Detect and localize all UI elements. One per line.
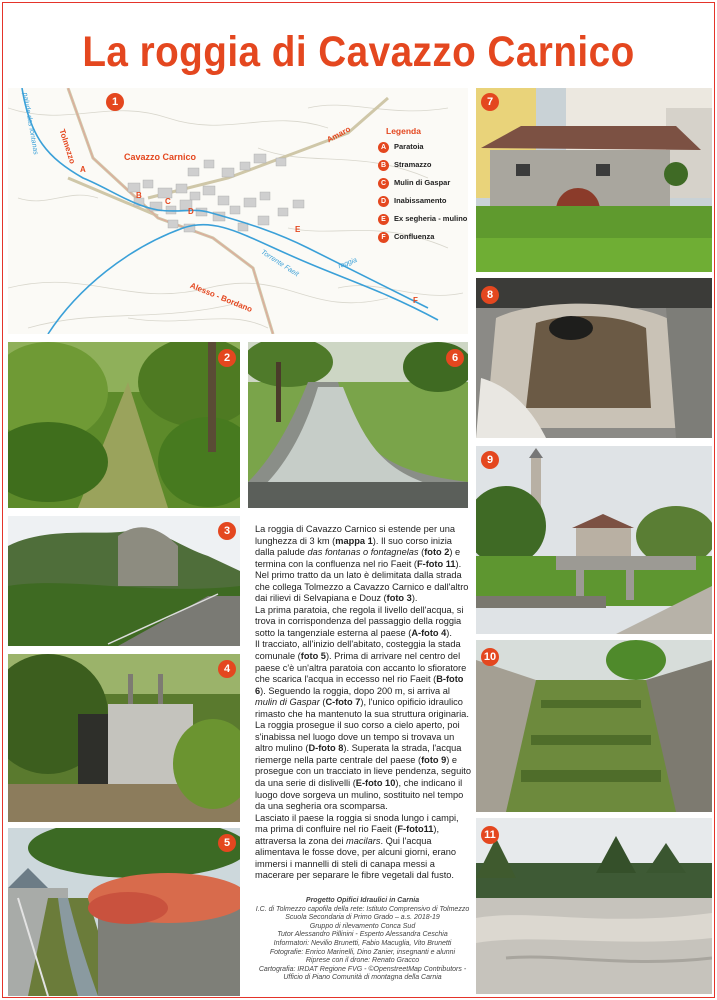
text-run: Lasciato il paese la roggia si snoda lungo i campi, ma prima di confluire nel rio Faeit ( xyxy=(255,812,459,835)
poster-title: La roggia di Cavazzo Carnico xyxy=(82,28,635,76)
credits-project: Progetto Opifici Idraulici in Carnia xyxy=(305,897,420,904)
legend-label: Mulin di Gaspar xyxy=(394,178,451,187)
text-run: Nel primo tratto da un lato è delimitata dalla strada che collega Tolmezzo a Cavazzo Carnico e dall'altro dai rilievi di Selvapiana e Douz ( xyxy=(255,570,469,604)
photo-10-dislivelli xyxy=(476,640,712,812)
legend-item xyxy=(378,160,468,171)
photo-number-1: 1 xyxy=(106,93,124,111)
text-run: ). xyxy=(455,558,462,569)
photo-number-6: 6 xyxy=(446,349,464,367)
legend-item xyxy=(378,232,468,243)
text-run: ) e termina con la confluenza nel rio Faeit ( xyxy=(255,547,461,569)
photo-11-confluenza xyxy=(476,818,712,994)
paragraph xyxy=(255,720,471,812)
text-run: ( xyxy=(319,697,326,708)
photo-number-7: 7 xyxy=(481,93,499,111)
paragraph xyxy=(255,605,471,640)
text-run: La prima paratoia, che regola il livello dell'acqua, si trova in corrispondenza del passaggio della roggia sotto la tangenziale esterna al paese ( xyxy=(255,604,464,638)
credits-line: Fotografie: Enrico Marinelli, Dino Zanier, insegnanti e alunni xyxy=(269,948,456,956)
paragraph xyxy=(255,639,471,720)
photo-number-10: 10 xyxy=(481,648,499,666)
text-ref: foto 3 xyxy=(386,593,412,604)
credits-block xyxy=(240,897,485,983)
map-label-palude: palude das fontanas xyxy=(21,92,39,156)
text-run: ) e prosegue con un tracciato in lieve pendenza, seguito da una serie di dislivelli ( xyxy=(255,754,471,789)
description-text xyxy=(255,524,471,882)
photo-9-centro-paese xyxy=(476,446,712,634)
legend-letter-badge: D xyxy=(378,196,389,207)
photo-8-inabissamento xyxy=(476,278,712,438)
map-point-b: B xyxy=(136,191,142,200)
map-label-roggia: roggia xyxy=(337,256,359,271)
text-ref: mappa 1 xyxy=(335,535,373,546)
credits-line: Gruppo di rilevamento Conca Sud xyxy=(309,922,416,930)
photo-number-11: 11 xyxy=(481,826,499,844)
photo-5-strada-comunale xyxy=(8,828,240,996)
legend-label: Ex segheria - mulino xyxy=(394,214,468,223)
legend-label: Confluenza xyxy=(394,232,435,241)
legend-letter-badge: E xyxy=(378,214,389,225)
text-run: ), che indicano il luogo dove sorgeva un mulino, sostituito nel tempo da una segheria ora scomparsa. xyxy=(255,778,464,812)
map-point-e: E xyxy=(295,225,301,234)
legend-label: Inabissamento xyxy=(394,196,447,205)
credits-line: I.C. di Tolmezzo capofila della rete: Istituto Comprensivo di Tolmezzo xyxy=(255,905,470,913)
photo-number-5: 5 xyxy=(218,834,236,852)
legend-letter-badge: F xyxy=(378,232,389,243)
credits-line: Riprese con il drone: Renato Gracco xyxy=(305,957,420,965)
text-run: ), l'unico opificio idraulico rimasto che ha mantenuto la sua struttura originaria. xyxy=(255,697,469,719)
legend-item xyxy=(378,214,468,225)
map-label-tolmezzo: Tolmezzo xyxy=(57,128,78,165)
text-ref: C-foto 7 xyxy=(325,697,361,708)
legend-label: Stramazzo xyxy=(394,160,432,169)
map-label-torrente: Torrente Faeit xyxy=(259,248,300,279)
credits-line: Scuola Secondaria di Primo Grado – a.s. 2018-19 xyxy=(285,914,440,922)
text-run: La roggia di Cavazzo Carnico si estende per una lunghezza di 3 km ( xyxy=(255,524,456,546)
legend-title: Legenda xyxy=(386,126,421,136)
legend-letter-badge: A xyxy=(378,142,389,153)
text-run: ). Seguendo la roggia, dopo 200 m, si arriva al xyxy=(260,685,450,696)
photo-6-sfioratore xyxy=(248,342,468,508)
map-label-amaro: Amaro xyxy=(325,124,352,145)
photo-3-strada-rilievi xyxy=(8,516,240,646)
photo-number-4: 4 xyxy=(218,660,236,678)
map-label-town: Cavazzo Carnico xyxy=(124,152,197,162)
credits-line: Informatori: Nevilio Brunetti, Fabio Macuglia, Vito Brunetti xyxy=(273,939,452,947)
map-point-d: D xyxy=(188,207,194,216)
text-run: ). Il suo corso inizia dalla palude xyxy=(255,535,452,558)
photo-number-8: 8 xyxy=(481,286,499,304)
photo-7-mulin-di-gaspar xyxy=(476,88,712,272)
credits-line: Tutor Alessandro Pillinini - Esperto Alessandra Ceschia xyxy=(277,931,448,939)
map-label-alesso: Alesso - Bordano xyxy=(188,280,254,315)
text-run: ). xyxy=(411,593,418,604)
text-ref: F-foto11 xyxy=(397,824,434,835)
map-point-a: A xyxy=(80,165,86,174)
map-point-f: F xyxy=(413,296,418,305)
text-italic: macilars xyxy=(346,835,381,846)
paragraph xyxy=(255,524,471,570)
text-ref: foto 9 xyxy=(421,754,447,765)
text-italic: das fontanas o fontagnelas xyxy=(307,547,419,558)
photo-4-paratoia xyxy=(8,654,240,822)
photo-number-2: 2 xyxy=(218,349,236,367)
photo-2-palude xyxy=(8,342,240,508)
legend-item xyxy=(378,178,468,189)
legend-label: Paratoia xyxy=(394,142,424,151)
legend-letter-badge: C xyxy=(378,178,389,189)
text-ref: A-foto 4 xyxy=(411,627,447,638)
text-ref: foto 2 xyxy=(424,547,450,558)
text-ref: F-foto 11 xyxy=(416,558,456,569)
photo-number-3: 3 xyxy=(218,522,236,540)
paragraph xyxy=(255,570,471,605)
text-italic: mulin di Gaspar xyxy=(255,697,320,708)
text-run: ), attraversa la zona dei xyxy=(255,824,440,846)
text-ref: D-foto 8 xyxy=(308,743,344,754)
legend-letter-badge: B xyxy=(378,160,389,171)
map-legend xyxy=(378,126,468,250)
text-ref: B-foto 6 xyxy=(255,674,464,696)
paragraph xyxy=(255,813,471,882)
legend-item xyxy=(378,196,468,207)
text-run: ). Prima di arrivare nel centro del paese c'è un'altra paratoia con accanto lo sfioratore che scarica l'acqua in eccesso nel rio Faeit ( xyxy=(255,651,467,685)
map-point-c: C xyxy=(165,197,171,206)
text-run: La roggia prosegue il suo corso a cielo aperto, poi s'inabissa nel luogo dove un tempo si trovava un altro mulino ( xyxy=(255,720,460,754)
text-ref: E-foto 10 xyxy=(355,778,396,789)
text-run: Il tracciato, all'inizio dell'abitato, costeggia la stada comunale ( xyxy=(255,639,461,662)
credits-line: Cartografia: IRDAT Regione FVG - ©OpenstreetMap Contributors - xyxy=(258,965,467,973)
text-run: ( xyxy=(418,547,425,558)
text-ref: foto 5 xyxy=(300,651,326,662)
text-run: . Qui l'acqua alimentava le fosse dove, per alcuni giorni, erano immersi i mannelli di steli di canapa messi a macerare per separare le fibre vegetali dal fusto. xyxy=(255,835,457,881)
credits-line: Ufficio di Piano Comunità di montagna della Carnia xyxy=(283,974,442,982)
legend-item xyxy=(378,142,468,153)
photo-number-9: 9 xyxy=(481,451,499,469)
text-run: ). xyxy=(446,627,452,638)
text-run: ). Superata la strada, l'acqua riemerge nella parte centrale del paese ( xyxy=(255,743,462,765)
map-panel xyxy=(8,88,468,334)
